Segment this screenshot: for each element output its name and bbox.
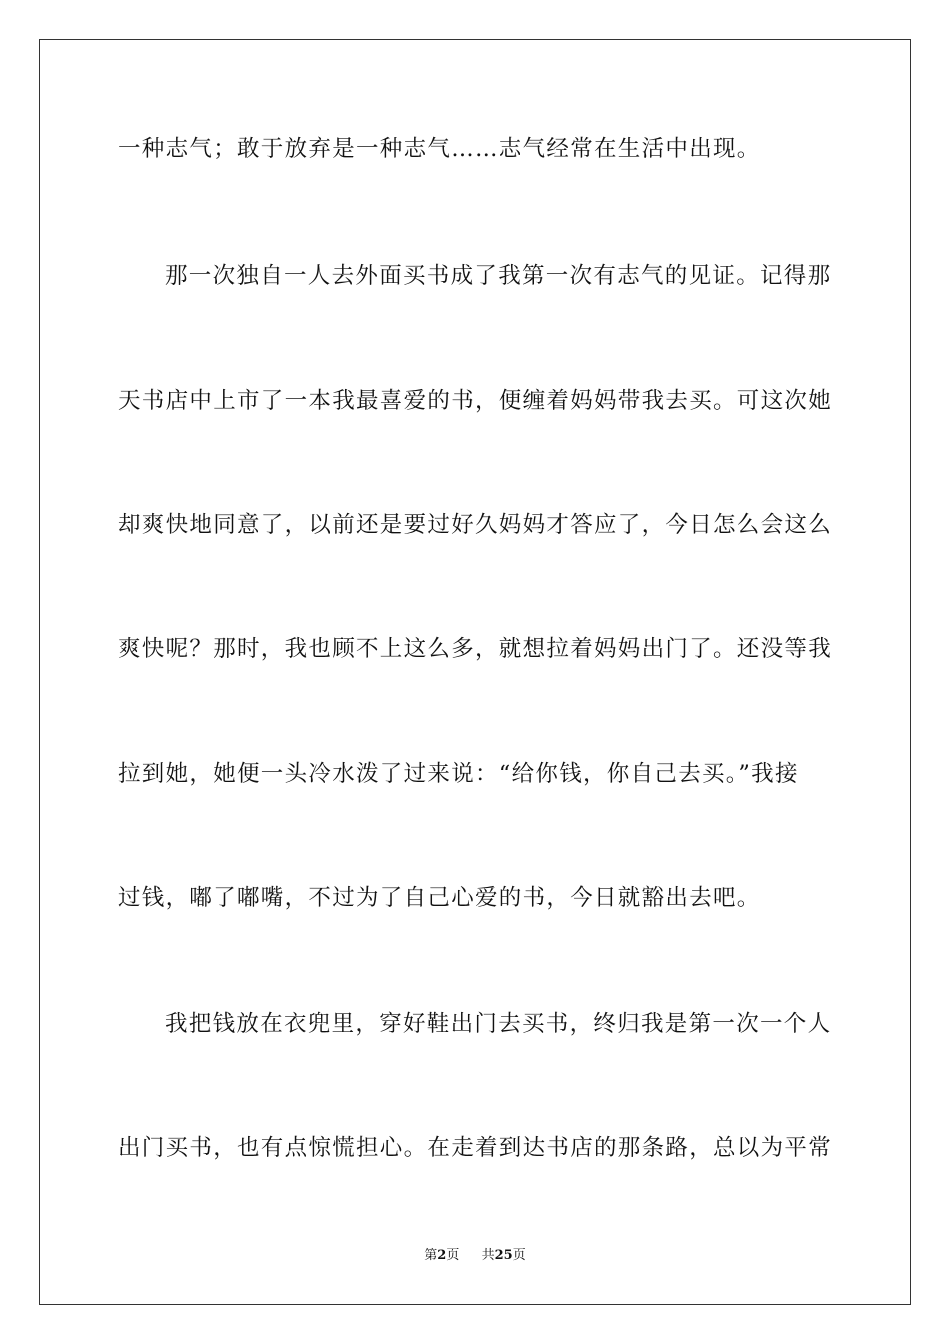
body-line-6: 拉到她，她便一头冷水泼了过来说：“给你钱，你自己去买。”我接 (118, 761, 799, 787)
body-line-4: 却爽快地同意了，以前还是要过好久妈妈才答应了，今日怎么会这么 (118, 512, 833, 538)
total-pages-label (482, 1247, 526, 1265)
page-border (39, 39, 911, 1305)
body-line-3: 天书店中上市了一本我最喜爱的书，便缠着妈妈带我去买。可这次她 (118, 388, 833, 414)
page-number-label (424, 1247, 459, 1265)
body-line-5: 爽快呢？那时，我也顾不上这么多，就想拉着妈妈出门了。还没等我 (118, 636, 833, 662)
page-footer (0, 1247, 950, 1265)
body-line-8: 我把钱放在衣兜里，穿好鞋出门去买书，终归我是第一次一个人 (165, 1011, 832, 1037)
total-pages: 25 (494, 1248, 513, 1263)
body-line-2: 那一次独自一人去外面买书成了我第一次有志气的见证。记得那 (165, 263, 832, 289)
total-suffix: 页 (512, 1248, 526, 1263)
total-prefix: 共 (481, 1248, 495, 1263)
body-line-7: 过钱，嘟了嘟嘴，不过为了自己心爱的书，今日就豁出去吧。 (118, 885, 761, 911)
page-number: 2 (437, 1248, 447, 1263)
body-line-1: 一种志气；敢于放弃是一种志气……志气经常在生活中出现。 (118, 136, 761, 162)
page-suffix: 页 (446, 1248, 460, 1263)
page-prefix: 第 (424, 1248, 438, 1263)
body-line-9: 出门买书，也有点惊慌担心。在走着到达书店的那条路，总以为平常 (118, 1135, 833, 1161)
